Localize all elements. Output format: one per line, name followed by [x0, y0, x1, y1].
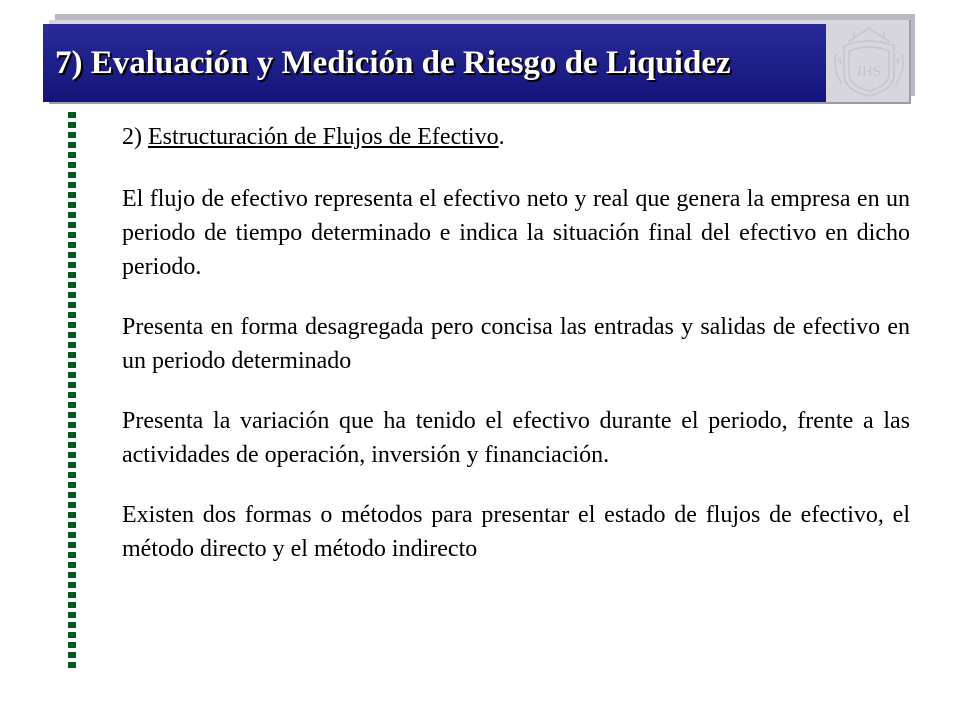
title-bar — [43, 24, 826, 102]
slide-title: 7) Evaluación y Medición de Riesgo de Liquidez — [55, 44, 731, 81]
seal-letters: IHS — [856, 64, 882, 80]
section-title-period: . — [498, 124, 505, 150]
slide-body — [122, 120, 910, 592]
section-heading — [122, 120, 910, 154]
paragraph-inflows-outflows: Presenta en forma desagregada pero concisa las entradas y salidas de efectivo en un periodo determinado — [122, 314, 910, 374]
dotted-vertical-rule — [68, 112, 76, 668]
section-number: 2) — [122, 124, 142, 150]
paragraph-definition: El flujo de efectivo representa el efectivo neto y real que genera la empresa en un periodo de tiempo determinado e indica la situación final del efectivo en dicho periodo. — [122, 186, 910, 280]
paragraph-variation: Presenta la variación que ha tenido el efectivo durante el periodo, frente a las actividades de operación, inversión y financiación. — [122, 408, 910, 468]
section-title: Estructuración de Flujos de Efectivo — [148, 124, 499, 150]
university-seal-logo — [828, 24, 910, 100]
paragraph-methods: Existen dos formas o métodos para presentar el estado de flujos de efectivo, el método directo y el método indirecto — [122, 502, 910, 562]
